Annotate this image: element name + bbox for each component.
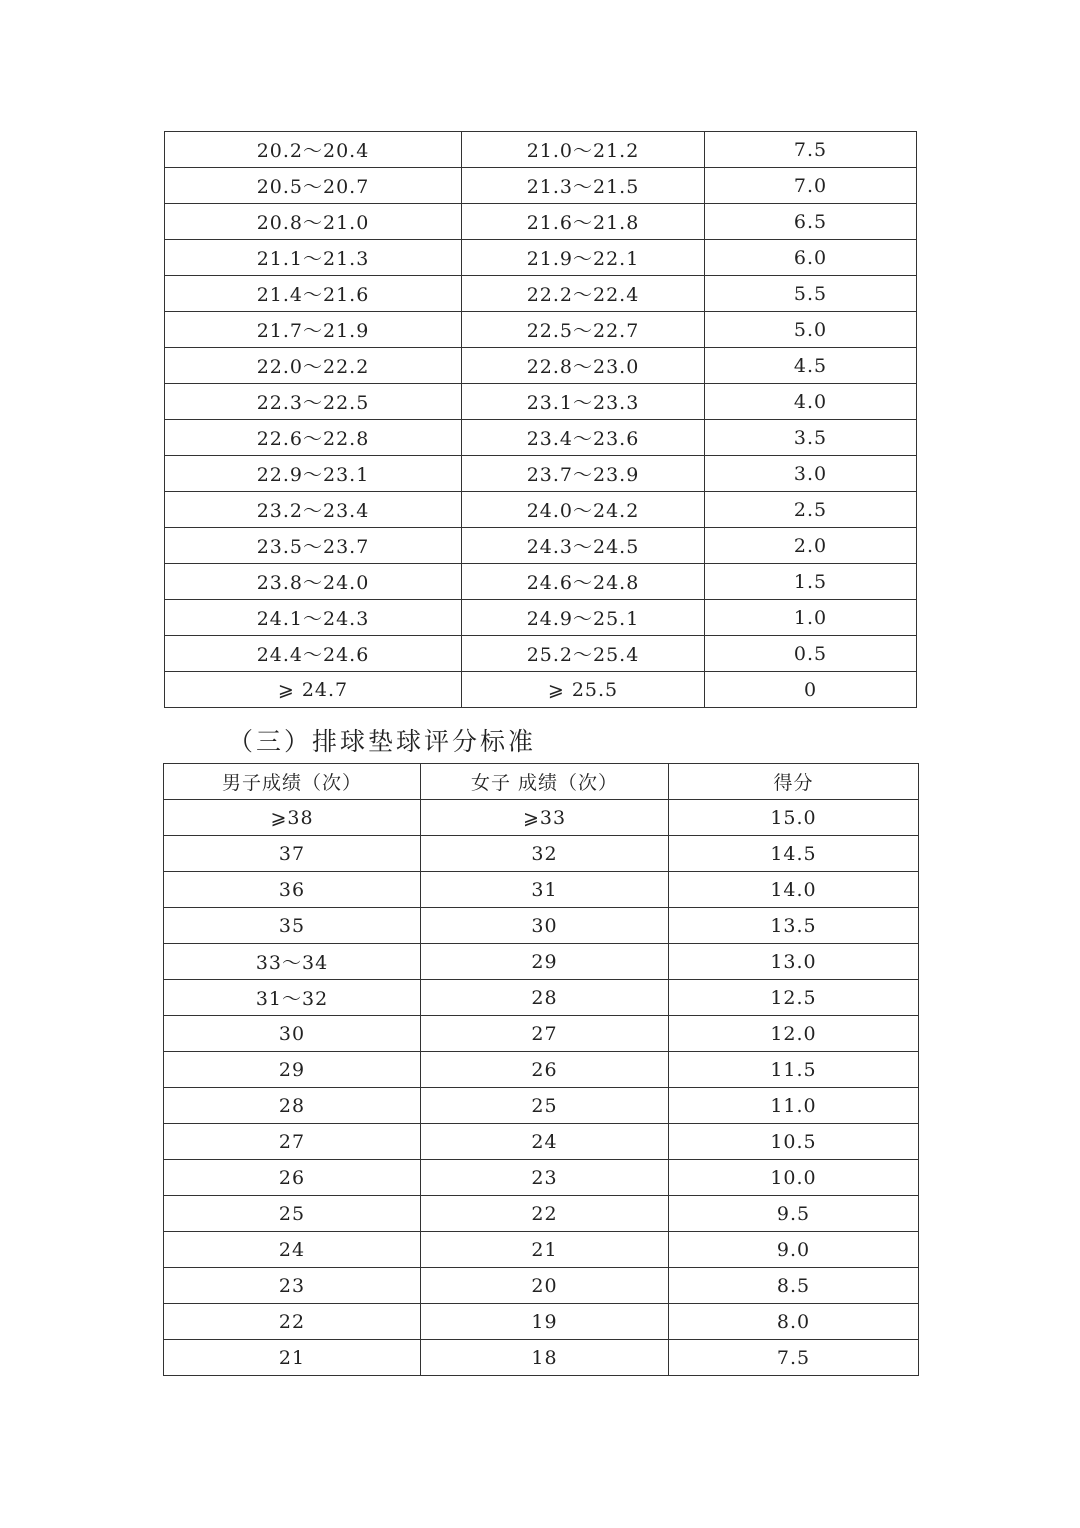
points-cell: 6.0 — [705, 240, 917, 276]
header-female-score: 女子 成绩（次） — [421, 764, 669, 800]
male-time-cell: 20.2～20.4 — [165, 132, 462, 168]
male-count-cell: ⩾38 — [164, 800, 421, 836]
points-cell: 2.5 — [705, 492, 917, 528]
table-row — [165, 348, 917, 384]
male-time-cell: ⩾ 24.7 — [165, 672, 462, 708]
points-cell: 7.5 — [705, 132, 917, 168]
table-row — [164, 872, 919, 908]
table-header-row — [164, 764, 919, 800]
female-time-cell: 23.1～23.3 — [462, 384, 705, 420]
female-time-cell: 25.2～25.4 — [462, 636, 705, 672]
female-count-cell: 27 — [421, 1016, 669, 1052]
male-count-cell: 33～34 — [164, 944, 421, 980]
male-count-cell: 23 — [164, 1268, 421, 1304]
female-time-cell: 21.0～21.2 — [462, 132, 705, 168]
table-row — [164, 1088, 919, 1124]
female-count-cell: 24 — [421, 1124, 669, 1160]
male-count-cell: 21 — [164, 1340, 421, 1376]
table-row — [165, 672, 917, 708]
table-row — [165, 276, 917, 312]
points-cell: 12.0 — [669, 1016, 919, 1052]
volleyball-score-table — [163, 763, 919, 1376]
points-cell: 7.0 — [705, 168, 917, 204]
points-cell: 5.0 — [705, 312, 917, 348]
male-count-cell: 28 — [164, 1088, 421, 1124]
female-count-cell: 23 — [421, 1160, 669, 1196]
male-time-cell: 21.7～21.9 — [165, 312, 462, 348]
male-time-cell: 22.3～22.5 — [165, 384, 462, 420]
table-row — [164, 1340, 919, 1376]
points-cell: 8.5 — [669, 1268, 919, 1304]
table-row — [165, 168, 917, 204]
points-cell: 11.0 — [669, 1088, 919, 1124]
female-count-cell: 29 — [421, 944, 669, 980]
table-row — [164, 1268, 919, 1304]
table-row — [165, 564, 917, 600]
header-points: 得分 — [669, 764, 919, 800]
table-row — [164, 1232, 919, 1268]
points-cell: 11.5 — [669, 1052, 919, 1088]
male-count-cell: 36 — [164, 872, 421, 908]
table-row — [164, 1124, 919, 1160]
male-time-cell: 20.5～20.7 — [165, 168, 462, 204]
section-heading: （三）排球垫球评分标准 — [228, 727, 537, 756]
table-row — [165, 636, 917, 672]
table-row — [164, 1160, 919, 1196]
male-time-cell: 24.4～24.6 — [165, 636, 462, 672]
table-row — [165, 456, 917, 492]
female-count-cell: 32 — [421, 836, 669, 872]
table-row — [165, 240, 917, 276]
male-time-cell: 23.8～24.0 — [165, 564, 462, 600]
table-row — [165, 528, 917, 564]
female-count-cell: 21 — [421, 1232, 669, 1268]
male-count-cell: 30 — [164, 1016, 421, 1052]
female-count-cell: 26 — [421, 1052, 669, 1088]
points-cell: 13.5 — [669, 908, 919, 944]
female-time-cell: 24.9～25.1 — [462, 600, 705, 636]
header-male-score: 男子成绩（次） — [164, 764, 421, 800]
male-count-cell: 26 — [164, 1160, 421, 1196]
points-cell: 12.5 — [669, 980, 919, 1016]
male-time-cell: 22.6～22.8 — [165, 420, 462, 456]
table-row — [164, 800, 919, 836]
points-cell: 15.0 — [669, 800, 919, 836]
table-row — [165, 420, 917, 456]
male-count-cell: 24 — [164, 1232, 421, 1268]
female-count-cell: 22 — [421, 1196, 669, 1232]
table-row — [164, 836, 919, 872]
female-count-cell: ⩾33 — [421, 800, 669, 836]
points-cell: 14.0 — [669, 872, 919, 908]
female-time-cell: 22.8～23.0 — [462, 348, 705, 384]
male-time-cell: 23.2～23.4 — [165, 492, 462, 528]
female-count-cell: 18 — [421, 1340, 669, 1376]
female-time-cell: 22.2～22.4 — [462, 276, 705, 312]
points-cell: 13.0 — [669, 944, 919, 980]
female-time-cell: 23.4～23.6 — [462, 420, 705, 456]
points-cell: 10.0 — [669, 1160, 919, 1196]
male-count-cell: 22 — [164, 1304, 421, 1340]
table-row — [165, 132, 917, 168]
female-time-cell: 22.5～22.7 — [462, 312, 705, 348]
points-cell: 3.5 — [705, 420, 917, 456]
points-cell: 10.5 — [669, 1124, 919, 1160]
male-count-cell: 29 — [164, 1052, 421, 1088]
female-count-cell: 20 — [421, 1268, 669, 1304]
points-cell: 1.0 — [705, 600, 917, 636]
table-row — [164, 980, 919, 1016]
table-row — [165, 600, 917, 636]
table-row — [165, 384, 917, 420]
table-row — [165, 312, 917, 348]
points-cell: 0 — [705, 672, 917, 708]
female-count-cell: 25 — [421, 1088, 669, 1124]
points-cell: 6.5 — [705, 204, 917, 240]
male-time-cell: 21.1～21.3 — [165, 240, 462, 276]
points-cell: 14.5 — [669, 836, 919, 872]
points-cell: 2.0 — [705, 528, 917, 564]
table-row — [165, 204, 917, 240]
table-row — [164, 944, 919, 980]
points-cell: 5.5 — [705, 276, 917, 312]
table-row — [165, 492, 917, 528]
table-row — [164, 908, 919, 944]
points-cell: 1.5 — [705, 564, 917, 600]
male-count-cell: 37 — [164, 836, 421, 872]
male-count-cell: 25 — [164, 1196, 421, 1232]
points-cell: 0.5 — [705, 636, 917, 672]
points-cell: 4.5 — [705, 348, 917, 384]
male-count-cell: 35 — [164, 908, 421, 944]
male-time-cell: 22.0～22.2 — [165, 348, 462, 384]
table-row — [164, 1196, 919, 1232]
points-cell: 4.0 — [705, 384, 917, 420]
male-time-cell: 21.4～21.6 — [165, 276, 462, 312]
female-time-cell: 24.0～24.2 — [462, 492, 705, 528]
table-row — [164, 1052, 919, 1088]
female-time-cell: 24.3～24.5 — [462, 528, 705, 564]
female-count-cell: 31 — [421, 872, 669, 908]
male-time-cell: 22.9～23.1 — [165, 456, 462, 492]
points-cell: 3.0 — [705, 456, 917, 492]
female-count-cell: 28 — [421, 980, 669, 1016]
female-count-cell: 30 — [421, 908, 669, 944]
male-time-cell: 20.8～21.0 — [165, 204, 462, 240]
male-time-cell: 23.5～23.7 — [165, 528, 462, 564]
points-cell: 9.0 — [669, 1232, 919, 1268]
female-time-cell: 21.9～22.1 — [462, 240, 705, 276]
points-cell: 7.5 — [669, 1340, 919, 1376]
female-time-cell: 21.6～21.8 — [462, 204, 705, 240]
score-table-continued — [164, 131, 917, 708]
points-cell: 8.0 — [669, 1304, 919, 1340]
female-time-cell: 23.7～23.9 — [462, 456, 705, 492]
male-time-cell: 24.1～24.3 — [165, 600, 462, 636]
table-row — [164, 1304, 919, 1340]
female-time-cell: 21.3～21.5 — [462, 168, 705, 204]
female-count-cell: 19 — [421, 1304, 669, 1340]
table-row — [164, 1016, 919, 1052]
female-time-cell: 24.6～24.8 — [462, 564, 705, 600]
male-count-cell: 27 — [164, 1124, 421, 1160]
male-count-cell: 31～32 — [164, 980, 421, 1016]
points-cell: 9.5 — [669, 1196, 919, 1232]
female-time-cell: ⩾ 25.5 — [462, 672, 705, 708]
